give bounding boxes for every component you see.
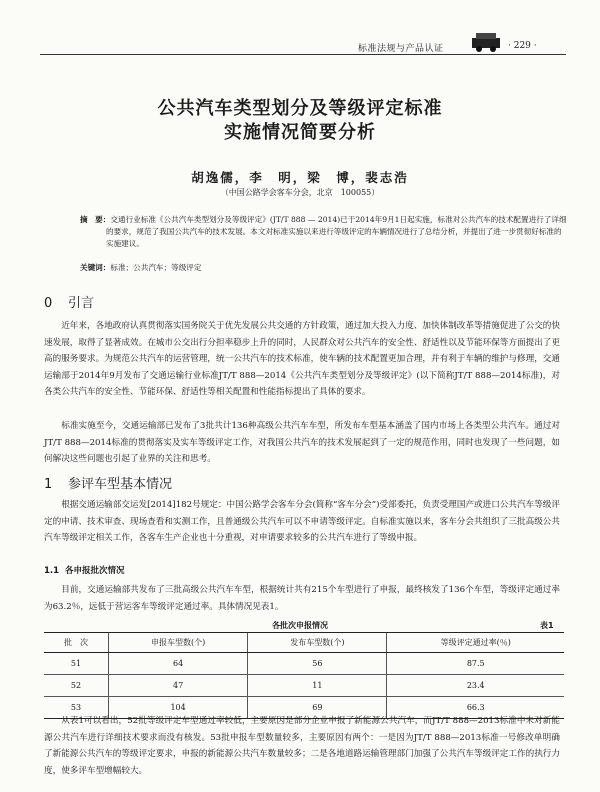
subsection-title: 各申报批次情况 (64, 566, 125, 576)
table1-caption: 各批次申报情况 (272, 621, 328, 630)
paper-title-line1: 公共汽车类型划分及等级评定标准 (157, 98, 443, 119)
section-title: 引言 (68, 296, 95, 311)
intro-paragraph-1: 近年来，各地政府认真贯彻落实国务院关于优先发展公共交通的方针政策，通过加大投入力度、加快体制改革等措施促进了公交的快速发展，取得了显著成效。在城市公交出行分担率稳步上升的同时，人民群众对公共汽车的安全性、舒适性以及节能环保等方面提出了更高的服务要求。为规范公共汽车的运营管理，统一公共汽车的技术标准，使车辆的技术配置更加合理，并有利于车辆的维护与修理，交通运输部于2014年9月发布了交通运输行业标准JT/T 888—2014《公共汽车类型划分及等级评定》(以下简称JT/T 888—2014标准)，对各类公共汽车的安全性、节能环保、舒适性等相关配置和性能指标提出了具体的要求。 (44, 321, 560, 398)
abstract-label: 摘 要： (80, 215, 111, 224)
table-cell: 87.5 (387, 653, 564, 675)
table-row (44, 675, 564, 697)
table-cell: 23.4 (387, 675, 564, 697)
section1-paragraph: 根据交通运输部交运发[2014]182号规定：中国公路学会客车分会(简称“客车分会”)受部委托，负责受理国产或进口公共汽车等级评定的申请、技术审查、现场查看和实测工作，且普通级公共汽车可以不申请等级评定。自标准实施以来，客车分会共组织了三批高级公共汽车等级评定相关工作，各客车生产企业也十分重视，对申请要求较多的公共汽车进行了等级申报。 (44, 500, 560, 544)
table-header-cell: 申报车型数(个) (108, 633, 247, 653)
abstract-text: 交通行业标准《公共汽车类型划分及等级评定》(JT/T 888 — 2014)已于2014年9月1日起实施，标准对公共汽车的技术配置进行了详细的要求，规范了我国公共汽车的技术发展。本文对标准实施以来进行等级评定的车辆情况进行了总结分析，并提出了进一步贯彻好标准的实施建议。 (106, 215, 567, 248)
section-title: 参评车型基本情况 (68, 477, 173, 492)
subsection-heading (44, 564, 125, 576)
table-header-cell: 发布车型数(个) (248, 633, 387, 653)
abstract (80, 214, 568, 250)
keywords-label: 关键词： (80, 263, 111, 272)
section-heading-intro (44, 292, 94, 311)
keywords-text: 标准；公共汽车；等级评定 (110, 263, 202, 272)
table-cell: 11 (248, 675, 387, 697)
page-number: · 229 · (508, 41, 537, 51)
authors: 胡逸儒，李 明，梁 博，裴志浩 (191, 170, 409, 185)
table-cell: 104 (108, 697, 247, 719)
table-cell: 51 (44, 653, 108, 675)
header-rule (40, 54, 566, 55)
affiliation: （中国公路学会客车分会，北京 100055） (220, 188, 380, 197)
subsection-paragraph: 目前，交通运输部共发布了三批高级公共汽车车型，根据统计共有215个车型进行了申报，最终核发了136个车型，等级评定通过率为63.2％，远低于营运客车等级评定通过率。具体情况见表1。 (44, 585, 560, 612)
table-discussion-paragraph: 从表1可以看出，52批等级评定车型通过率较低，主要原因是部分企业申报了新能源公共汽车，而JT/T 888—2013标准中未对新能源公共汽车进行详细技术要求而没有核发。53批申报车型数量较多，主要原因有两个：一是因为JT/T 888—2013标准一号修改单明确了新能源公共汽车的等级评定要求，申报的新能源公共汽车数量较多；二是各地道路运输管理部门加强了公共汽车等级评定工作的执行力度，使多评车型增幅较大。 (44, 716, 560, 776)
table-cell: 52 (44, 675, 108, 697)
table-cell: 53 (44, 697, 108, 719)
table-cell: 69 (248, 697, 387, 719)
subsection-number: 1.1 (44, 566, 60, 576)
table-header-row (44, 633, 564, 653)
section-number: 0 (44, 296, 53, 311)
table-row (44, 653, 564, 675)
section-heading-vehicles (44, 473, 172, 492)
table1 (44, 632, 564, 719)
table-cell: 56 (248, 653, 387, 675)
journal-name: 标准法规与产品认证 (358, 44, 444, 54)
journal-logo-icon (470, 30, 502, 52)
intro-paragraph-2: 标准实施至今，交通运输部已发布了3批共计136种高级公共汽车车型，所发布车型基本涵盖了国内市场上各类型公共汽车。通过对JT/T 888—2014标准的贯彻落实及实车等级评定工作，对我国公共汽车的技术发展起到了一定的规范作用，同时也发现了一些问题，如何解决这些问题也引起了业界的关注和思考。 (44, 421, 560, 465)
table1-number: 表1 (540, 621, 554, 630)
table-header-cell: 等级评定通过率(％) (387, 633, 564, 653)
table-header-cell: 批 次 (44, 633, 108, 653)
paper-title-line2: 实施情况简要分析 (224, 122, 376, 143)
table-cell: 64 (108, 653, 247, 675)
keywords (80, 262, 520, 273)
table-cell: 47 (108, 675, 247, 697)
table-cell: 66.3 (387, 697, 564, 719)
table1-block (0, 616, 600, 712)
section-number: 1 (44, 477, 53, 492)
